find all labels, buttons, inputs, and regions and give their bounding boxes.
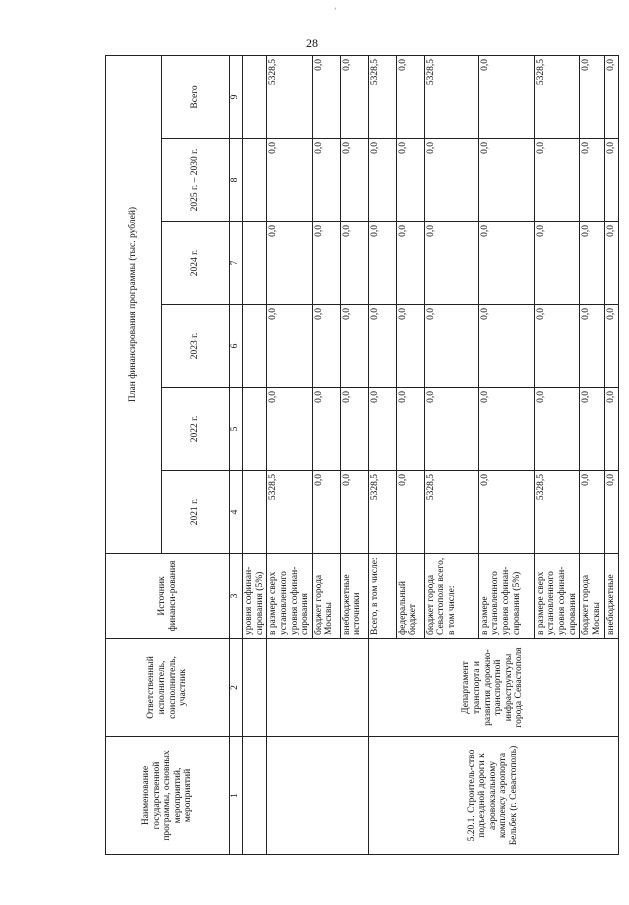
value-cell: 5328,5 [534, 55, 580, 138]
value-cell: 0,0 [604, 222, 618, 305]
source-cell: бюджет города Севастополя всего, в том числе: [424, 554, 478, 639]
value-cell: 0,0 [312, 139, 340, 222]
value-cell: 0,0 [604, 55, 618, 138]
value-cell: 0,0 [424, 388, 478, 471]
value-cell: 0,0 [580, 55, 604, 138]
source-cell: в размере сверх установленного уровня софинан-сирования [267, 554, 313, 639]
header-year-2023: 2023 г. [162, 305, 230, 388]
col-number: 9 [230, 55, 243, 138]
activity-executor: Департамент транспорта и развития дорожно-транспортной инфраструктуры города Севастополя [368, 639, 618, 737]
header-year-2021: 2021 г. [162, 471, 230, 554]
header-year-2022: 2022 г. [162, 388, 230, 471]
value-cell: 0,0 [267, 388, 313, 471]
value-cell: 0,0 [478, 388, 534, 471]
value-cell: 0,0 [534, 139, 580, 222]
col-number: 2 [230, 639, 243, 737]
value-cell: 0,0 [312, 471, 340, 554]
column-numbers-row [230, 55, 243, 854]
value-cell: 0,0 [396, 222, 424, 305]
value-cell: 0,0 [580, 139, 604, 222]
value-cell: 0,0 [340, 388, 368, 471]
source-cell: внебюджетные источники [340, 554, 368, 639]
empty-cell [267, 737, 369, 855]
value-cell: 0,0 [478, 139, 534, 222]
document-frame [105, 56, 616, 855]
scan-speck: ʻ [334, 6, 337, 15]
empty-cell [267, 639, 369, 737]
col-number: 7 [230, 222, 243, 305]
value-cell: 0,0 [368, 139, 396, 222]
source-cell: Всего, в том числе: [368, 554, 396, 639]
col-number: 1 [230, 737, 243, 855]
value-cell: 0,0 [534, 305, 580, 388]
value-cell: 0,0 [312, 55, 340, 138]
value-cell: 0,0 [424, 222, 478, 305]
value-cell: 0,0 [424, 139, 478, 222]
source-cell: внебюджетные [604, 554, 618, 639]
value-cell [243, 222, 267, 305]
header-total: Всего [162, 55, 230, 138]
header-plan: План финансирования программы (тыс. рублей) [106, 55, 162, 553]
value-cell: 5328,5 [424, 471, 478, 554]
value-cell: 0,0 [312, 388, 340, 471]
value-cell: 0,0 [368, 305, 396, 388]
value-cell: 5328,5 [368, 471, 396, 554]
value-cell: 0,0 [604, 305, 618, 388]
financing-table [105, 55, 619, 855]
col-number: 8 [230, 139, 243, 222]
value-cell: 0,0 [580, 388, 604, 471]
header-year-2024: 2024 г. [162, 222, 230, 305]
value-cell: 0,0 [424, 305, 478, 388]
value-cell: 0,0 [340, 305, 368, 388]
source-cell: бюджет города Москвы [580, 554, 604, 639]
table-row [243, 55, 267, 854]
value-cell: 5328,5 [424, 55, 478, 138]
value-cell: 0,0 [396, 388, 424, 471]
value-cell: 0,0 [312, 222, 340, 305]
value-cell: 0,0 [340, 55, 368, 138]
value-cell [243, 471, 267, 554]
source-cell: уровня софинан-сирования (5%) [243, 554, 267, 639]
value-cell: 0,0 [604, 139, 618, 222]
value-cell: 0,0 [368, 388, 396, 471]
value-cell [243, 388, 267, 471]
value-cell: 5328,5 [267, 55, 313, 138]
col-number: 6 [230, 305, 243, 388]
value-cell: 0,0 [396, 305, 424, 388]
header-year-2025-2030: 2025 г. – 2030 г. [162, 139, 230, 222]
activity-name: 5.20.1. Строитель-ство подъездной дороги к аэровокзальному комплексу аэропорта Бельбек (г. Севастополь) [368, 737, 618, 855]
value-cell: 0,0 [396, 471, 424, 554]
value-cell [243, 305, 267, 388]
value-cell: 0,0 [267, 305, 313, 388]
header-program-name: Наименование государственной программы, основных мероприятий, мероприятий [106, 737, 230, 855]
value-cell: 0,0 [340, 222, 368, 305]
rotated-table-container [105, 56, 616, 855]
value-cell: 0,0 [340, 139, 368, 222]
value-cell: 0,0 [267, 222, 313, 305]
value-cell: 0,0 [580, 305, 604, 388]
value-cell: 0,0 [340, 471, 368, 554]
value-cell: 0,0 [478, 471, 534, 554]
source-cell: федеральный бюджет [396, 554, 424, 639]
source-cell: бюджет города Москвы [312, 554, 340, 639]
value-cell: 0,0 [368, 222, 396, 305]
value-cell: 5328,5 [267, 471, 313, 554]
source-cell: в размере установленного уровня софинан-сирования (5%) [478, 554, 534, 639]
empty-cell [243, 639, 267, 737]
col-number: 4 [230, 471, 243, 554]
header-source: Источник финанси-рования [106, 554, 230, 639]
value-cell: 0,0 [604, 388, 618, 471]
value-cell: 0,0 [604, 471, 618, 554]
value-cell: 5328,5 [368, 55, 396, 138]
value-cell: 0,0 [478, 55, 534, 138]
header-executor: Ответственный исполнитель, соисполнитель, участник [106, 639, 230, 737]
table-row [267, 55, 313, 854]
value-cell: 0,0 [396, 139, 424, 222]
value-cell: 0,0 [312, 305, 340, 388]
value-cell: 0,0 [534, 388, 580, 471]
value-cell: 5328,5 [534, 471, 580, 554]
col-number: 3 [230, 554, 243, 639]
col-number: 5 [230, 388, 243, 471]
value-cell: 0,0 [396, 55, 424, 138]
value-cell: 0,0 [534, 222, 580, 305]
table-row [368, 55, 396, 854]
value-cell: 0,0 [267, 139, 313, 222]
page-number: 28 [306, 36, 318, 50]
value-cell: 0,0 [580, 471, 604, 554]
value-cell: 0,0 [478, 305, 534, 388]
value-cell: 0,0 [580, 222, 604, 305]
value-cell [243, 55, 267, 138]
value-cell [243, 139, 267, 222]
empty-cell [243, 737, 267, 855]
source-cell: в размере сверх установленного уровня софинан-сирования [534, 554, 580, 639]
value-cell: 0,0 [478, 222, 534, 305]
